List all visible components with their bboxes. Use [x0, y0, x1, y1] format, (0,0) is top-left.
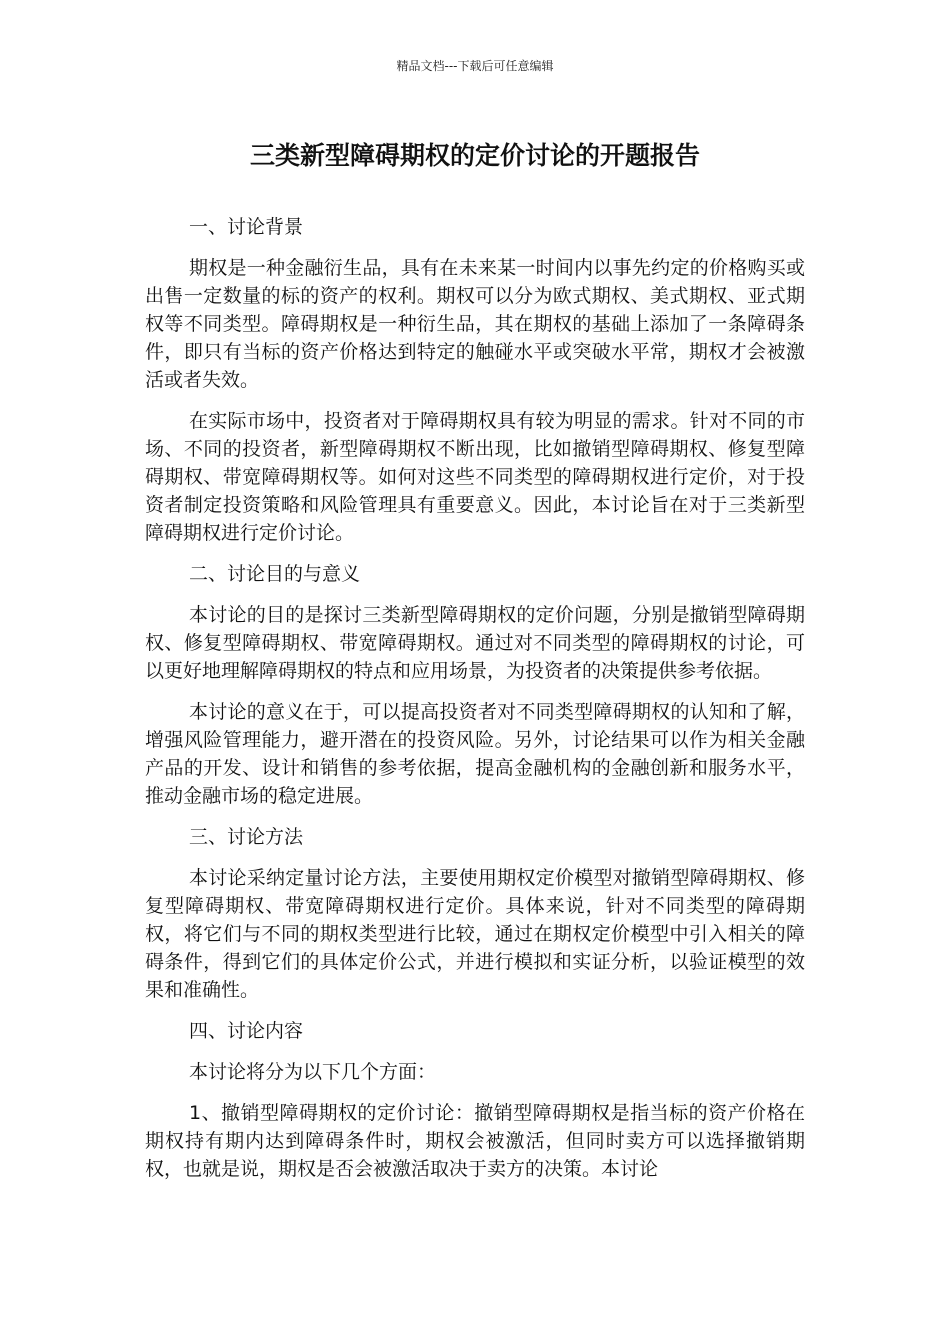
section-heading-method: 三、讨论方法 — [189, 826, 304, 848]
paragraph: 期权是一种金融衍生品，具有在未来某一时间内以事先约定的价格购买或出售一定数量的标的资产的权利。期权可以分为欧式期权、美式期权、亚式期权等不同类型。障碍期权是一种衍生品，其在期权的基础上添加了一条障碍条件，即只有当标的资产价格达到特定的触碰水平或突破水平常，期权才会被激活或者失效。 — [145, 257, 805, 391]
paragraph: 1、撤销型障碍期权的定价讨论：撤销型障碍期权是指当标的资产价格在期权持有期内达到障碍条件时，期权会被激活，但同时卖方可以选择撤销期权，也就是说，期权是否会被激活取决于卖方的决策。本讨论 — [145, 1102, 805, 1180]
paragraph: 本讨论将分为以下几个方面： — [189, 1061, 437, 1083]
paragraph: 本讨论采纳定量讨论方法，主要使用期权定价模型对撤销型障碍期权、修复型障碍期权、带宽障碍期权进行定价。具体来说，针对不同类型的障碍期权，将它们与不同的期权类型进行比较，通过在期权定价模型中引入相关的障碍条件，得到它们的具体定价公式，并进行模拟和实证分析，以验证模型的效果和准确性。 — [145, 867, 805, 1001]
paragraph: 在实际市场中，投资者对于障碍期权具有较为明显的需求。针对不同的市场、不同的投资者，新型障碍期权不断出现，比如撤销型障碍期权、修复型障碍期权、带宽障碍期权等。如何对这些不同类型的障碍期权进行定价，对于投资者制定投资策略和风险管理具有重要意义。因此，本讨论旨在对于三类新型障碍期权进行定价讨论。 — [145, 410, 805, 544]
paragraph: 本讨论的目的是探讨三类新型障碍期权的定价问题，分别是撤销型障碍期权、修复型障碍期权、带宽障碍期权。通过对不同类型的障碍期权的讨论，可以更好地理解障碍期权的特点和应用场景，为投资者的决策提供参考依据。 — [145, 604, 805, 682]
document-title: 三类新型障碍期权的定价讨论的开题报告 — [249, 141, 700, 170]
header-note: 精品文档---下载后可任意编辑 — [396, 59, 554, 73]
section-heading-purpose: 二、讨论目的与意义 — [189, 563, 361, 585]
section-heading-background: 一、讨论背景 — [189, 216, 304, 238]
paragraph: 本讨论的意义在于，可以提高投资者对不同类型障碍期权的认知和了解，增强风险管理能力，避开潜在的投资风险。另外，讨论结果可以作为相关金融产品的开发、设计和销售的参考依据，提高金融机构的金融创新和服务水平，推动金融市场的稳定进展。 — [145, 701, 805, 807]
section-heading-content: 四、讨论内容 — [189, 1020, 304, 1042]
document-body — [145, 213, 805, 1183]
